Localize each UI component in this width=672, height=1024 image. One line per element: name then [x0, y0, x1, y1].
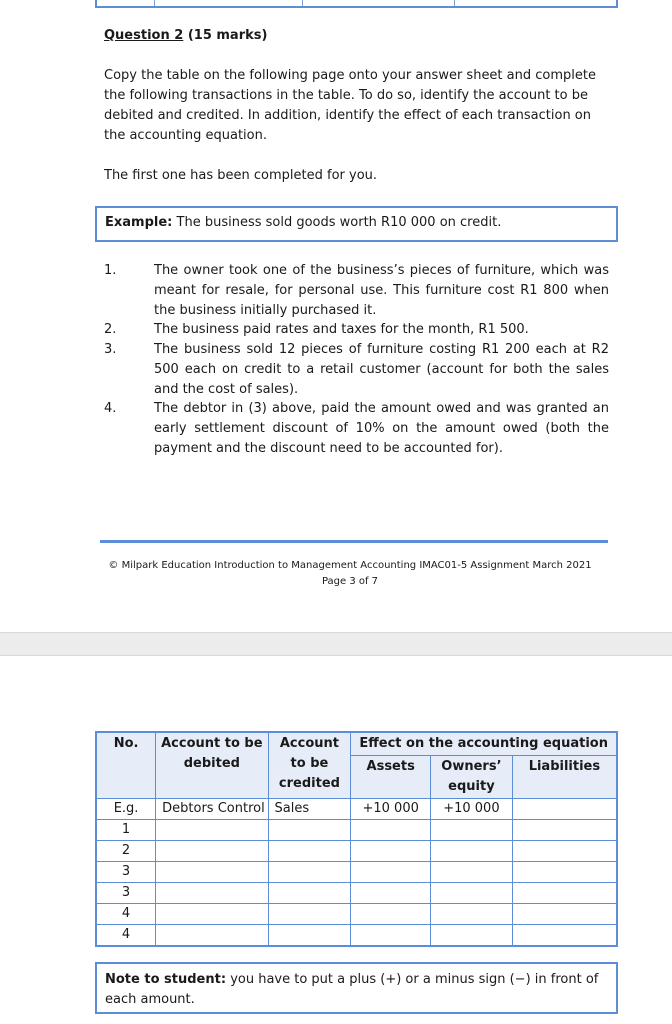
cell-no: 1 [96, 820, 156, 841]
previous-table-bottom [95, 0, 618, 8]
table-row [96, 799, 617, 820]
cell-debited [156, 862, 268, 883]
table-row [96, 862, 617, 883]
footer-divider [100, 540, 608, 543]
cell-liabilities [512, 883, 617, 904]
cell-credited [268, 904, 351, 925]
note-label: Note to student: [105, 972, 227, 987]
cell-credited: Sales [268, 799, 351, 820]
header-effect: Effect on the accounting equation [351, 732, 617, 756]
cell-equity [431, 904, 513, 925]
note-text: you have to put a plus (+) or a minus sign (−) in front of each amount. [105, 972, 599, 1007]
document-page-4 [0, 656, 672, 1024]
cell-equity [431, 883, 513, 904]
example-text: The business sold goods worth R10 000 on credit. [176, 215, 502, 230]
table-row [96, 820, 617, 841]
cell-liabilities [512, 862, 617, 883]
header-no: No. [96, 732, 156, 799]
header-debited: Account to be debited [156, 732, 268, 799]
cell-assets [351, 862, 431, 883]
cell-assets [351, 820, 431, 841]
first-completed-note: The first one has been completed for you. [104, 168, 378, 183]
question-number: Question 2 [104, 28, 184, 43]
cell-credited [268, 862, 351, 883]
list-item-text: The business sold 12 pieces of furniture costing R1 200 each at R2 500 each on credit to a retail customer (account for both the sales and the cost of sales). [154, 342, 609, 397]
cell-credited [268, 883, 351, 904]
table-row [96, 841, 617, 862]
page-number: Page 3 of 7 [321, 576, 379, 587]
cell-debited [156, 904, 268, 925]
page-separator [0, 632, 672, 656]
note-box [95, 962, 618, 1014]
cell-debited: Debtors Control [156, 799, 268, 820]
table-row [96, 925, 617, 947]
cell-equity [431, 862, 513, 883]
cell-assets [351, 841, 431, 862]
cell-no: 2 [96, 841, 156, 862]
cell-assets: +10 000 [351, 799, 431, 820]
cell-debited [156, 925, 268, 947]
cell-liabilities [512, 820, 617, 841]
cell-liabilities [512, 799, 617, 820]
cell-no: 3 [96, 883, 156, 904]
list-item-number: 3. [104, 342, 117, 357]
header-credited: Account to be credited [268, 732, 351, 799]
cell-debited [156, 841, 268, 862]
cell-liabilities [512, 841, 617, 862]
cell-credited [268, 820, 351, 841]
cell-no: 3 [96, 862, 156, 883]
footer-copyright: © Milpark Education Introduction to Management Accounting IMAC01-5 Assignment March 2021 [108, 560, 592, 571]
list-item-number: 2. [104, 322, 117, 337]
cell-assets [351, 904, 431, 925]
accounting-equation-table [95, 731, 618, 947]
question-marks: (15 marks) [187, 28, 268, 43]
header-liabilities: Liabilities [512, 756, 617, 799]
cell-debited [156, 883, 268, 904]
example-box [95, 206, 618, 242]
cell-no: E.g. [96, 799, 156, 820]
cell-assets [351, 883, 431, 904]
cell-no: 4 [96, 925, 156, 947]
list-item-text: The debtor in (3) above, paid the amount owed and was granted an early settlement discount of 10% on the amount owed (both the payment and the discount need to be accounted for). [154, 401, 609, 456]
question-title [104, 28, 267, 43]
list-item-text: The business paid rates and taxes for the month, R1 500. [154, 322, 529, 337]
table-row [96, 883, 617, 904]
cell-liabilities [512, 904, 617, 925]
list-item-text: The owner took one of the business’s pieces of furniture, which was meant for resale, for personal use. This furniture cost R1 800 when the business initially purchased it. [154, 263, 609, 318]
cell-equity [431, 820, 513, 841]
cell-credited [268, 841, 351, 862]
cell-equity [431, 925, 513, 947]
cell-equity [431, 841, 513, 862]
cell-liabilities [512, 925, 617, 947]
table-row [96, 904, 617, 925]
cell-credited [268, 925, 351, 947]
list-item-number: 1. [104, 263, 117, 278]
list-item-number: 4. [104, 401, 117, 416]
cell-no: 4 [96, 904, 156, 925]
cell-debited [156, 820, 268, 841]
cell-assets [351, 925, 431, 947]
header-assets: Assets [351, 756, 431, 799]
cell-equity: +10 000 [431, 799, 513, 820]
instructions-paragraph: Copy the table on the following page onto your answer sheet and complete the following transactions in the table. To do so, identify the account to be debited and credited. In addition, identify the effect of each transaction on the accounting equation. [104, 68, 596, 143]
header-equity: Owners’ equity [431, 756, 513, 799]
example-label: Example: [105, 215, 173, 230]
